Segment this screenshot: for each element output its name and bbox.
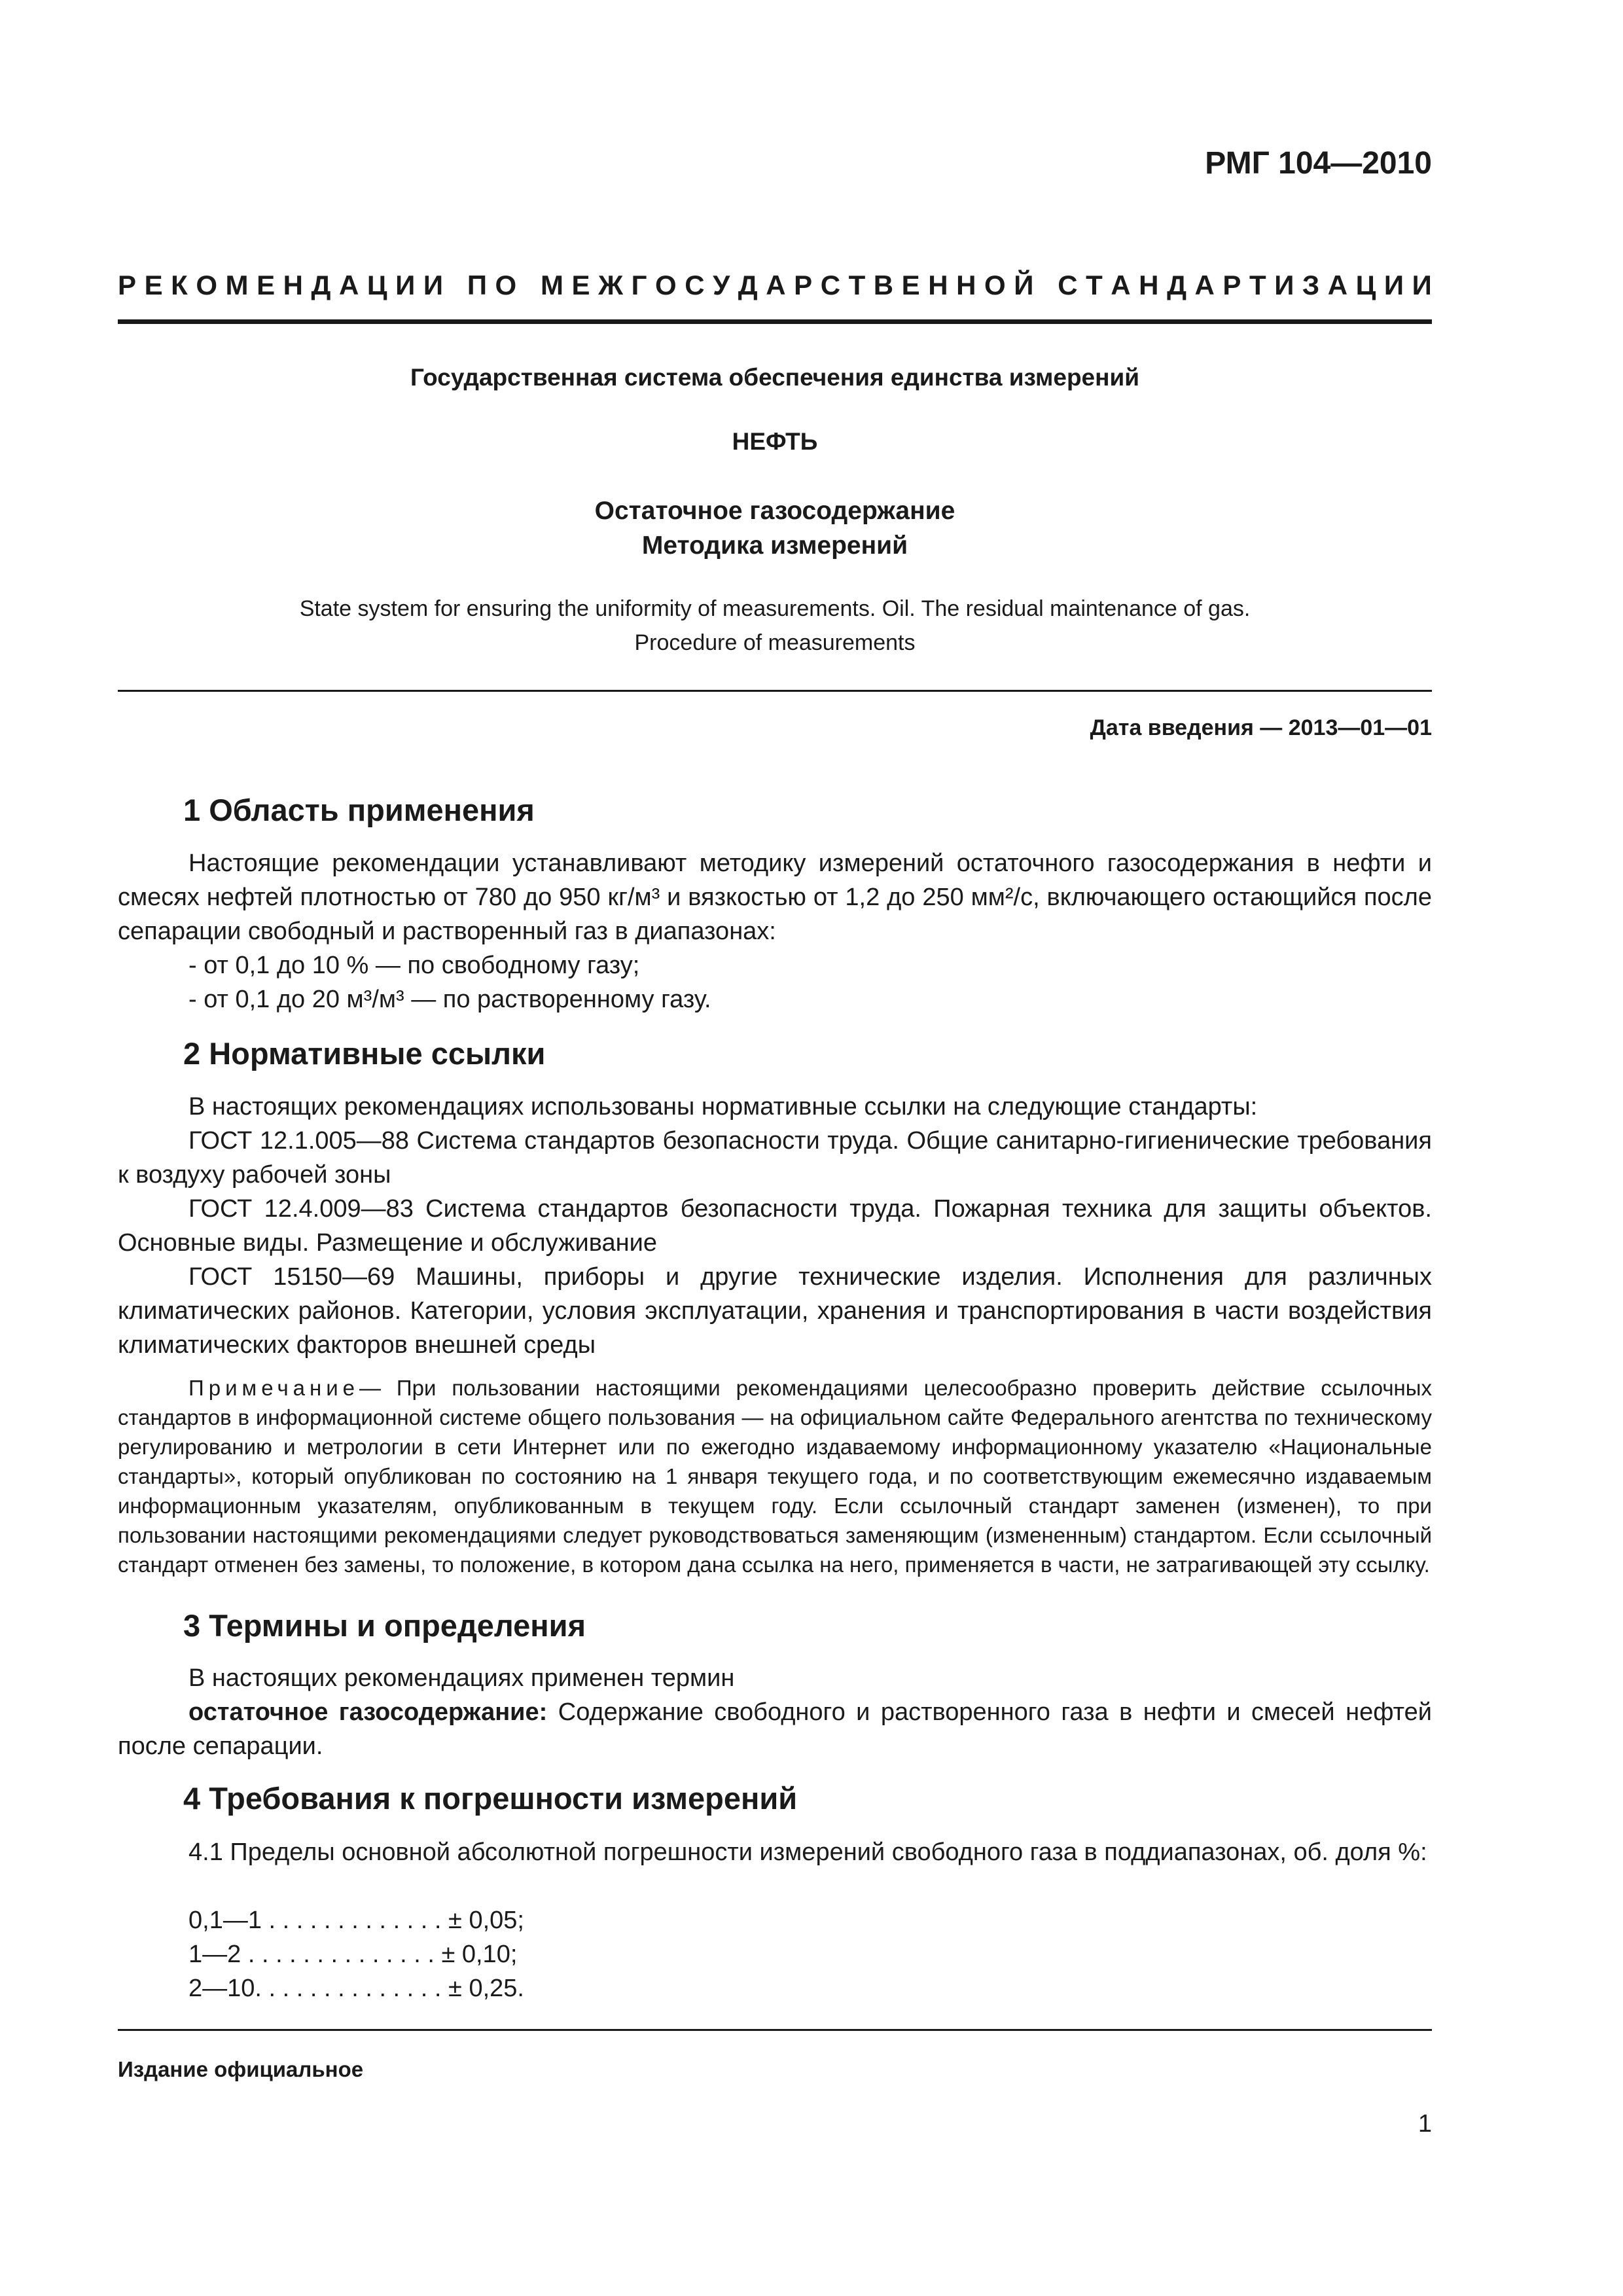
- title-product: НЕФТЬ: [732, 428, 818, 455]
- document-code: РМГ 104—2010: [1205, 146, 1432, 181]
- english-title-line-2: Procedure of measurements: [634, 630, 916, 655]
- tolerance-row: [188, 1971, 524, 2005]
- tolerance-value: ± 0,05;: [448, 1907, 524, 1934]
- tolerance-value: ± 0,10;: [441, 1941, 518, 1968]
- note-label: Примечание: [188, 1376, 360, 1400]
- tolerance-row: [188, 1937, 517, 1971]
- footer-rule: [118, 2029, 1432, 2031]
- section-3-heading: 3 Термины и определения: [183, 1608, 586, 1643]
- range: 0,1—1: [188, 1907, 262, 1934]
- range: 1—2: [188, 1941, 241, 1968]
- section-1-item-2: - от 0,1 до 20 м³/м³ — по растворенному газу.: [188, 986, 711, 1013]
- note-text: — При пользовании настоящими рекомендациями целесообразно проверить действие ссылочных стандартов в информационной системе общего пользования — на официальном сайте Федерального агентства по техническому регулированию и метрологии в сети Интернет или по ежегодно издаваемому информационному указателю «Национальные стандарты», который опубликован по состоянию на 1 января текущего года, и по соответствующим ежемесячно издаваемым информационным указателям, опубликованным в текущем году. Если ссылочный стандарт заменен (изменен), то при пользовании настоящими рекомендациями следует руководствоваться заменяющим (измененным) стандартом. Если ссылочный стандарт отменен без замены, то положение, в котором дана ссылка на него, применяется в части, не затрагивающей эту ссылку.: [118, 1376, 1432, 1577]
- english-title-line-1: State system for ensuring the uniformity of measurements. Oil. The residual maintenance of gas.: [299, 596, 1251, 621]
- section-2-reference-2: ГОСТ 12.4.009—83 Система стандартов безопасности труда. Пожарная техника для защиты объектов. Основные виды. Размещение и обслуживание: [118, 1195, 1432, 1257]
- term: остаточное газосодержание:: [188, 1698, 548, 1726]
- leader-dots: . . . . . . . . . . . . . .: [255, 1975, 449, 2002]
- section-4-heading: 4 Требования к погрешности измерений: [183, 1781, 798, 1816]
- section-2-intro: В настоящих рекомендациях использованы нормативные ссылки на следующие стандарты:: [188, 1093, 1258, 1121]
- official-edition-label: Издание официальное: [118, 2057, 364, 2081]
- section-2-note: [118, 1373, 1432, 1579]
- section-1-heading: 1 Область применения: [183, 793, 535, 827]
- section-2-heading: 2 Нормативные ссылки: [183, 1036, 546, 1071]
- section-3-definition: [118, 1695, 1432, 1763]
- section-3-intro: В настоящих рекомендациях применен термин: [188, 1664, 735, 1692]
- title-rule: [118, 690, 1432, 692]
- subtitle-line-2: Методика измерений: [641, 531, 908, 560]
- title-subtitle: [118, 493, 1432, 563]
- section-1-paragraph: Настоящие рекомендации устанавливают методику измерений остаточного газосодержания в нефти и смесях нефтей плотностью от 780 до 950 кг/м³ и вязкостью от 1,2 до 250 мм²/с, включающего остающийся после сепарации свободный и растворенный газ в диапазонах:: [118, 850, 1432, 945]
- subtitle-line-1: Остаточное газосодержание: [594, 497, 955, 525]
- section-2-reference-1: ГОСТ 12.1.005—88 Система стандартов безопасности труда. Общие санитарно-гигиенические требования к воздуху рабочей зоны: [118, 1127, 1432, 1189]
- term-definition: Содержание свободного и растворенного газа в нефти и смесей нефтей после сепарации.: [118, 1698, 1432, 1760]
- title-english: [118, 592, 1432, 660]
- tolerance-row: [188, 1903, 524, 1937]
- title-system: Государственная система обеспечения единства измерений: [410, 364, 1139, 391]
- section-4-paragraph-4-1: 4.1 Пределы основной абсолютной погрешности измерений свободного газа в поддиапазонах, об. доля %:: [188, 1839, 1427, 1866]
- page-number: 1: [1418, 2110, 1432, 2138]
- document-page: [118, 0, 1432, 2296]
- series-title: Р Е К О М Е Н Д А Ц И И П О М Е Ж Г О С У Д А Р С Т В Е Н Н О Й С Т А Н Д А Р Т И З А Ц И И: [118, 270, 1432, 300]
- header-rule: [118, 319, 1432, 324]
- section-2-reference-3: ГОСТ 15150—69 Машины, приборы и другие технические изделия. Исполнения для различных климатических районов. Категории, условия эксплуатации, хранения и транспортирования в части воздействия климатических факторов внешней среды: [118, 1263, 1432, 1359]
- section-1-item-1: - от 0,1 до 10 % — по свободному газу;: [188, 952, 640, 979]
- leader-dots: . . . . . . . . . . . . . .: [241, 1941, 442, 1968]
- tolerance-value: ± 0,25.: [448, 1975, 524, 2002]
- leader-dots: . . . . . . . . . . . . .: [261, 1907, 449, 1934]
- introduction-date: Дата введения — 2013—01—01: [1090, 715, 1432, 740]
- range: 2—10: [188, 1975, 255, 2002]
